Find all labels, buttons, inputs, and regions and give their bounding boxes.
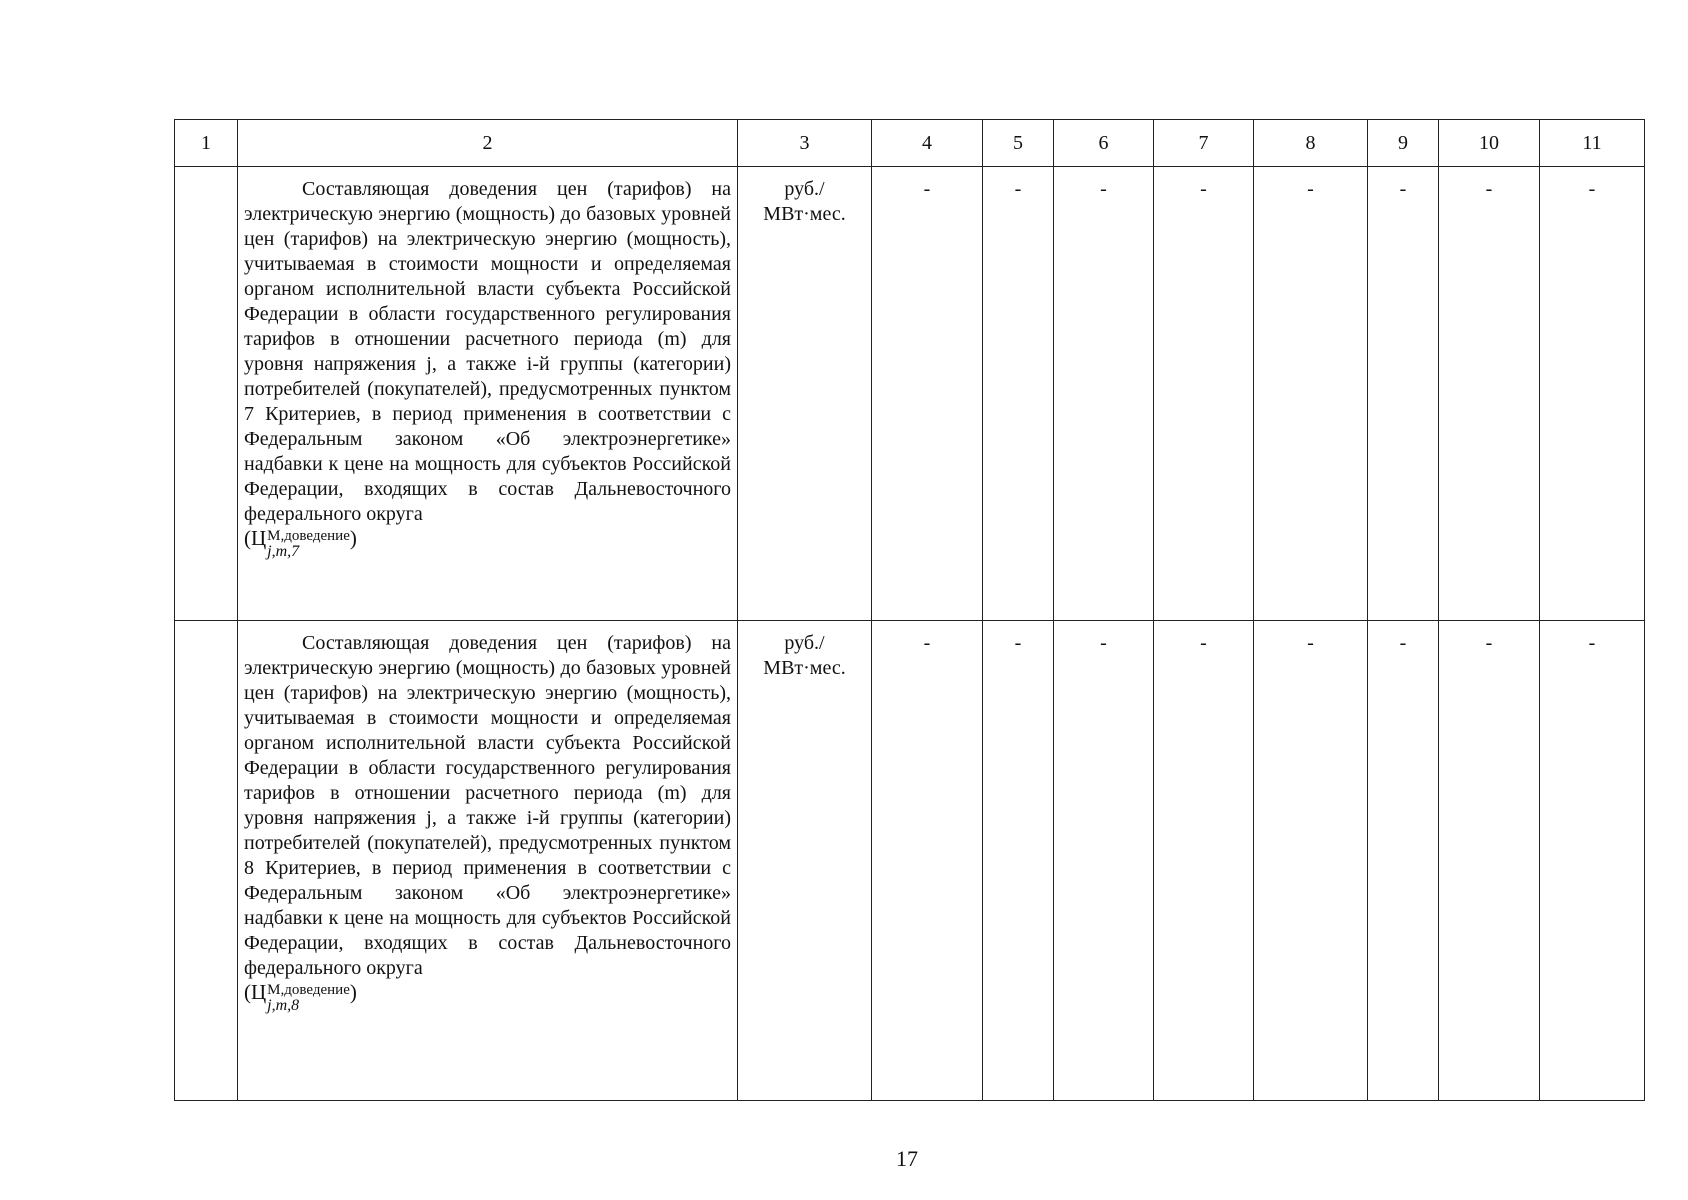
- formula-open-paren: (: [244, 980, 251, 1004]
- value-cell: -: [1439, 621, 1540, 1101]
- column-header: 6: [1054, 120, 1154, 167]
- formula-close-paren: ): [349, 980, 357, 1004]
- unit-line: МВт·мес.: [763, 657, 846, 679]
- description-cell: [238, 621, 738, 1101]
- column-header: 7: [1154, 120, 1254, 167]
- value-cell: -: [872, 167, 983, 621]
- formula-symbol: Ц: [251, 526, 267, 550]
- column-header: 4: [872, 120, 983, 167]
- page-number: 17: [896, 1146, 918, 1171]
- column-header: 11: [1540, 120, 1645, 167]
- value-cell: -: [983, 621, 1054, 1101]
- value-cell: -: [1439, 167, 1540, 621]
- value-cell: -: [1154, 621, 1254, 1101]
- table-header-row: [175, 120, 1645, 167]
- description-text: Составляющая доведения цен (тарифов) на электрическую энергию (мощность) до базовых уровней цен (тарифов) на электрическую энергию (мощность), учитываемая в стоимости мощности и определяемая органом исполнительной власти субъекта Российской Федерации в области государственного регулирования тарифов в отношении расчетного периода (m) для уровня напряжения j, а также i-й группы (категории) потребителей (покупателей), предусмотренных пунктом 7 Критериев, в период применения в соответствии с Федеральным законом «Об электроэнергетике» надбавки к цене на мощность для субъектов Российской Федерации, входящих в состав Дальневосточного федерального округа: [244, 178, 731, 525]
- row-number-cell: [175, 621, 238, 1101]
- value-cell: -: [1154, 167, 1254, 621]
- value-cell: -: [1054, 167, 1154, 621]
- value-cell: -: [1540, 621, 1645, 1101]
- value-cell: -: [983, 167, 1054, 621]
- value-cell: -: [1254, 621, 1368, 1101]
- column-header: 10: [1439, 120, 1540, 167]
- formula-subscript: j,m,7: [267, 543, 300, 560]
- column-header: 9: [1368, 120, 1439, 167]
- unit-line: МВт·мес.: [763, 203, 846, 225]
- column-header: 3: [738, 120, 872, 167]
- column-header: 8: [1254, 120, 1368, 167]
- formula-open-paren: (: [244, 526, 251, 550]
- formula-superscript: М,доведение: [267, 982, 350, 998]
- value-cell: -: [1540, 167, 1645, 621]
- value-cell: -: [872, 621, 983, 1101]
- value-cell: -: [1368, 621, 1439, 1101]
- unit-cell: [738, 167, 872, 621]
- row-number-cell: [175, 167, 238, 621]
- formula-superscript: М,доведение: [267, 528, 350, 544]
- price-formula: [244, 528, 357, 560]
- formula-symbol: Ц: [251, 980, 267, 1004]
- description-text: Составляющая доведения цен (тарифов) на электрическую энергию (мощность) до базовых уровней цен (тарифов) на электрическую энергию (мощность), учитываемая в стоимости мощности и определяемая органом исполнительной власти субъекта Российской Федерации в области государственного регулирования тарифов в отношении расчетного периода (m) для уровня напряжения j, а также i-й группы (категории) потребителей (покупателей), предусмотренных пунктом 8 Критериев, в период применения в соответствии с Федеральным законом «Об электроэнергетике» надбавки к цене на мощность для субъектов Российской Федерации, входящих в состав Дальневосточного федерального округа: [244, 632, 731, 979]
- value-cell: -: [1054, 621, 1154, 1101]
- formula-close-paren: ): [349, 526, 357, 550]
- table-row: [175, 167, 1645, 621]
- unit-cell: [738, 621, 872, 1101]
- column-header: 2: [238, 120, 738, 167]
- value-cell: -: [1368, 167, 1439, 621]
- price-formula: [244, 982, 357, 1014]
- table-row: [175, 621, 1645, 1101]
- column-header: 1: [175, 120, 238, 167]
- column-header: 5: [983, 120, 1054, 167]
- tariff-table: [174, 119, 1645, 1101]
- description-cell: [238, 167, 738, 621]
- unit-line: руб./: [784, 178, 825, 200]
- formula-subscript: j,m,8: [267, 997, 300, 1014]
- value-cell: -: [1254, 167, 1368, 621]
- unit-line: руб./: [784, 632, 825, 654]
